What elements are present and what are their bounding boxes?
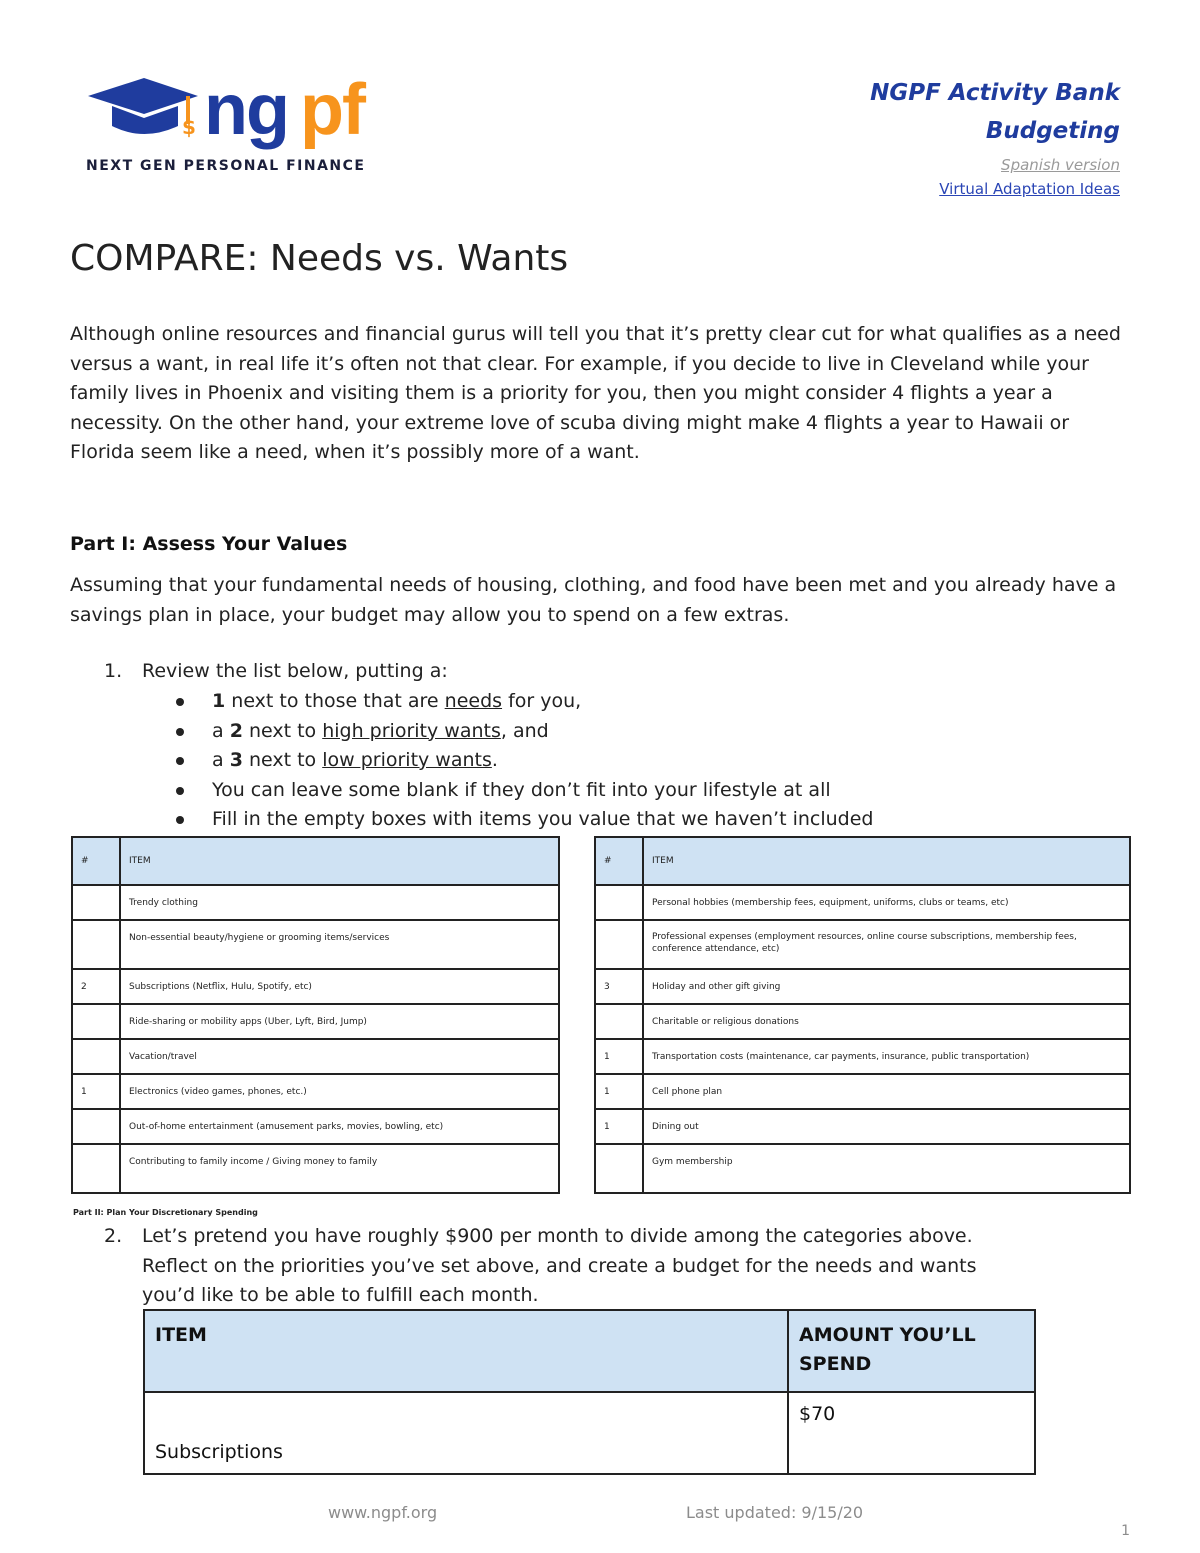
bullet-item: Fill in the empty boxes with items you value that we haven’t included: [174, 805, 873, 835]
table-header-row: [72, 837, 559, 885]
item-cell: Out-of-home entertainment (amusement parks, movies, bowling, etc): [120, 1109, 559, 1144]
graduation-cap-icon: [88, 78, 198, 139]
priority-cell[interactable]: 1: [595, 1074, 643, 1109]
footer-url[interactable]: www.ngpf.org: [328, 1503, 438, 1522]
item-cell: Ride-sharing or mobility apps (Uber, Lyft, Bird, Jump): [120, 1004, 559, 1039]
item-cell: Transportation costs (maintenance, car payments, insurance, public transportation): [643, 1039, 1130, 1074]
table-row: [595, 1074, 1130, 1109]
priority-cell[interactable]: [595, 920, 643, 969]
item-cell: Non-essential beauty/hygiene or grooming items/services: [120, 920, 559, 969]
priority-cell[interactable]: [595, 1144, 643, 1193]
table-row: [72, 1039, 559, 1074]
part1-heading: Part I: Assess Your Values: [70, 533, 348, 555]
item-cell: Gym membership: [643, 1144, 1130, 1193]
bullet-dot-icon: [176, 728, 184, 736]
priority-cell[interactable]: 3: [595, 969, 643, 1004]
svg-text:$: $: [182, 115, 196, 139]
instruction-1: [104, 657, 448, 687]
priority-cell[interactable]: 1: [595, 1109, 643, 1144]
question-line: Let’s pretend you have roughly $900 per month to divide among the categories above.: [142, 1225, 973, 1247]
budget-table: [143, 1309, 1036, 1475]
activity-bank-title: NGPF Activity Bank: [870, 80, 1120, 106]
table-row: [72, 1109, 559, 1144]
table-row: [72, 885, 559, 920]
logo-subtitle: NEXT GEN PERSONAL FINANCE: [86, 158, 366, 174]
item-cell: Trendy clothing: [120, 885, 559, 920]
header-num: #: [72, 837, 120, 885]
svg-text:pf: pf: [300, 72, 364, 150]
bullet-dot-icon: [176, 757, 184, 765]
priority-cell[interactable]: [72, 920, 120, 969]
table-row: [595, 1144, 1130, 1193]
table-row: [72, 1144, 559, 1193]
item-cell: Vacation/travel: [120, 1039, 559, 1074]
question-2: [104, 1222, 977, 1311]
header-item: ITEM: [643, 837, 1130, 885]
question-line: you’d like to be able to fulfill each month.: [142, 1284, 539, 1306]
budget-amount-cell[interactable]: $70: [788, 1392, 1035, 1474]
item-cell: Electronics (video games, phones, etc.): [120, 1074, 559, 1109]
bullet-dot-icon: [176, 698, 184, 706]
table-row: [595, 885, 1130, 920]
item-cell: Professional expenses (employment resources, online course subscriptions, membership fees, conference attendance, etc): [643, 920, 1130, 969]
priority-cell[interactable]: [595, 885, 643, 920]
item-cell: Personal hobbies (membership fees, equipment, uniforms, clubs or teams, etc): [643, 885, 1130, 920]
table-row: [595, 920, 1130, 969]
priority-cell[interactable]: [72, 1039, 120, 1074]
svg-text:ng: ng: [204, 72, 288, 150]
table-row: [72, 1074, 559, 1109]
priority-cell[interactable]: [72, 1004, 120, 1039]
table-header-row: [595, 837, 1130, 885]
header-num: #: [595, 837, 643, 885]
table-row: [595, 1004, 1130, 1039]
item-cell: Contributing to family income / Giving money to family: [120, 1144, 559, 1193]
part1-paragraph: Assuming that your fundamental needs of housing, clothing, and food have been met and you already have a savings plan in place, your budget may allow you to spend on a few extras.: [70, 574, 1117, 626]
item-cell: Cell phone plan: [643, 1074, 1130, 1109]
values-table-right: [594, 836, 1131, 1194]
values-table-left: [71, 836, 560, 1194]
instruction-number: 1.: [104, 660, 123, 682]
spanish-version-link[interactable]: Spanish version: [1001, 156, 1120, 174]
virtual-adaptation-link[interactable]: Virtual Adaptation Ideas: [939, 180, 1120, 198]
header-block: [870, 74, 1120, 202]
bullet-item: a 2 next to high priority wants, and: [174, 717, 873, 747]
priority-cell[interactable]: 1: [595, 1039, 643, 1074]
page-title: COMPARE: Needs vs. Wants: [70, 238, 569, 279]
question-number: 2.: [104, 1225, 123, 1247]
item-cell: Charitable or religious donations: [643, 1004, 1130, 1039]
item-cell: Dining out: [643, 1109, 1130, 1144]
priority-cell[interactable]: [72, 885, 120, 920]
header-item: ITEM: [120, 837, 559, 885]
part2-heading: Part II: Plan Your Discretionary Spending: [73, 1208, 258, 1217]
page-number: 1: [1121, 1523, 1130, 1539]
bullet-dot-icon: [176, 816, 184, 824]
budget-item-cell[interactable]: Subscriptions: [144, 1392, 788, 1474]
table-row: [595, 1039, 1130, 1074]
budget-header-row: [144, 1310, 1035, 1392]
instruction-bullets: [174, 687, 873, 835]
table-row: [72, 969, 559, 1004]
priority-cell[interactable]: 1: [72, 1074, 120, 1109]
priority-cell[interactable]: 2: [72, 969, 120, 1004]
priority-cell[interactable]: [72, 1144, 120, 1193]
table-row: [72, 920, 559, 969]
intro-paragraph: Although online resources and financial gurus will tell you that it’s pretty clear cut for what qualifies as a need versus a want, in real life it’s often not that clear. For example, if you decide to live in Cleveland while your family lives in Phoenix and visiting them is a priority for you, then you might consider 4 flights a year a necessity. On the other hand, your extreme love of scuba diving might make 4 flights a year to Hawaii or Florida seem like a need, when it’s possibly more of a want.: [70, 323, 1121, 463]
bullet-dot-icon: [176, 787, 184, 795]
instruction-text: Review the list below, putting a:: [142, 660, 448, 682]
priority-cell[interactable]: [72, 1109, 120, 1144]
budget-header-item: ITEM: [144, 1310, 788, 1392]
priority-cell[interactable]: [595, 1004, 643, 1039]
bullet-item: You can leave some blank if they don’t fit into your lifestyle at all: [174, 776, 873, 806]
budget-header-amount: AMOUNT YOU’LL SPEND: [788, 1310, 1035, 1392]
footer-last-updated: Last updated: 9/15/20: [686, 1503, 864, 1522]
bullet-item: a 3 next to low priority wants.: [174, 746, 873, 776]
question-line: Reflect on the priorities you’ve set above, and create a budget for the needs and wants: [142, 1254, 977, 1277]
table-row: [595, 969, 1130, 1004]
bullet-item: 1 next to those that are needs for you,: [174, 687, 873, 717]
table-row: [72, 1004, 559, 1039]
table-row: [595, 1109, 1130, 1144]
budget-row: [144, 1392, 1035, 1474]
item-cell: Holiday and other gift giving: [643, 969, 1130, 1004]
item-cell: Subscriptions (Netflix, Hulu, Spotify, etc): [120, 969, 559, 1004]
budgeting-title: Budgeting: [985, 118, 1120, 144]
